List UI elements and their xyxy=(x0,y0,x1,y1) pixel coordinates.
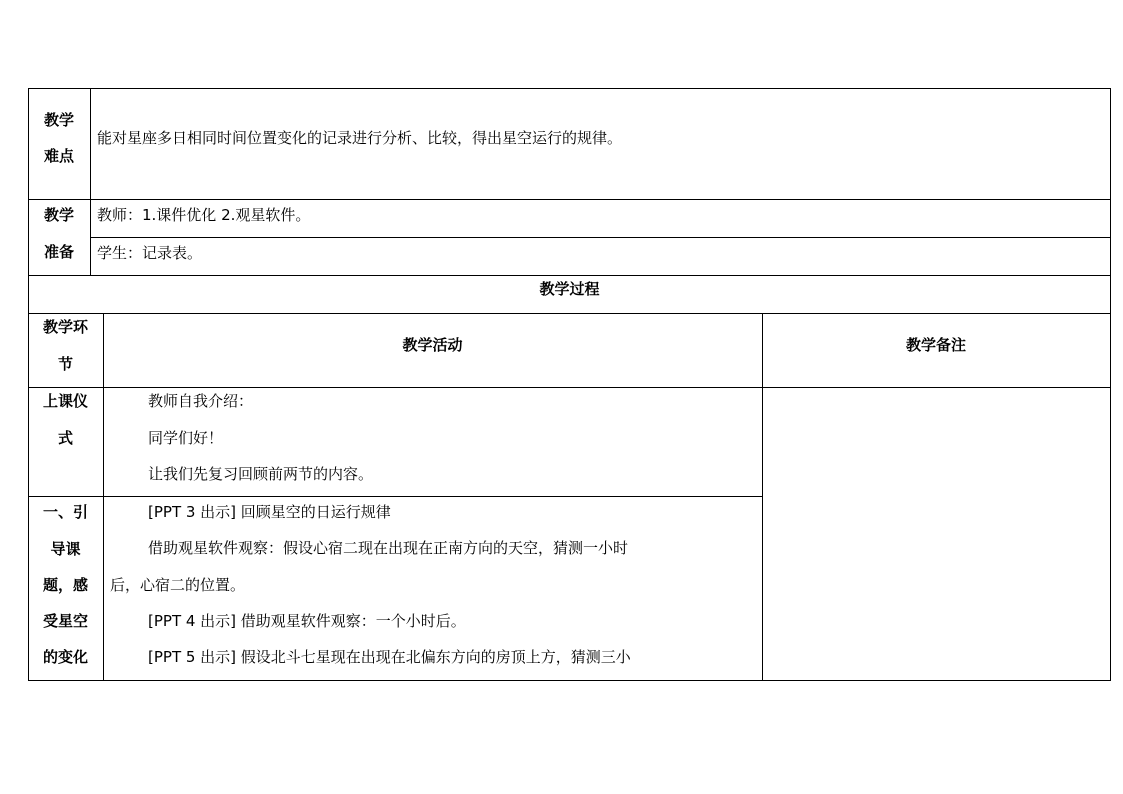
border-stage-col xyxy=(103,313,104,681)
border-row-5 xyxy=(28,496,762,497)
difficulty-label-line1: 教学 xyxy=(43,111,74,129)
border-row-4 xyxy=(28,387,1111,388)
activity-line: 让我们先复习回顾前两节的内容。 xyxy=(148,465,374,483)
activity-line: 教师自我介绍： xyxy=(148,392,254,410)
border-right xyxy=(1110,88,1111,681)
border-row-3 xyxy=(28,313,1111,314)
activity-line: [PPT 4 出示] 借助观星软件观察：一个小时后。 xyxy=(148,612,466,630)
stage-cell-line: 式 xyxy=(57,429,73,447)
difficulty-content: 能对星座多日相同时间位置变化的记录进行分析、比较，得出星空运行的规律。 xyxy=(97,129,623,147)
preparation-student: 学生：记录表。 xyxy=(97,244,203,262)
col-activity-header: 教学活动 xyxy=(402,336,463,354)
stage-cell-line: 题，感 xyxy=(42,576,88,594)
stage-cell-line: 一、引 xyxy=(42,503,88,521)
col-stage-header-line1: 教学环 xyxy=(42,318,88,336)
border-prep-mid xyxy=(90,237,1111,238)
activity-line: [PPT 5 出示] 假设北斗七星现在出现在北偏东方向的房顶上方，猜测三小 xyxy=(148,648,631,666)
border-top xyxy=(28,88,1111,89)
stage-cell-line: 的变化 xyxy=(42,648,88,666)
border-bottom xyxy=(28,680,1111,681)
stage-cell-line: 上课仪 xyxy=(42,392,88,410)
preparation-teacher: 教师：1.课件优化 2.观星软件。 xyxy=(97,206,311,224)
activity-line: 借助观星软件观察：假设心宿二现在出现在正南方向的天空，猜测一小时 xyxy=(148,539,629,557)
preparation-label-line1: 教学 xyxy=(43,206,74,224)
activity-line: 后，心宿二的位置。 xyxy=(110,576,246,594)
col-stage-header-line2: 节 xyxy=(57,355,73,373)
border-row-2 xyxy=(28,275,1111,276)
preparation-label-line2: 准备 xyxy=(43,243,74,261)
border-notes-col xyxy=(762,313,763,681)
col-notes-header: 教学备注 xyxy=(905,336,966,354)
activity-line: 同学们好！ xyxy=(148,429,224,447)
border-label-col xyxy=(90,88,91,275)
difficulty-label-line2: 难点 xyxy=(43,147,74,165)
activity-line: [PPT 3 出示] 回顾星空的日运行规律 xyxy=(148,503,391,521)
process-title: 教学过程 xyxy=(539,280,600,298)
stage-cell-line: 受星空 xyxy=(42,612,88,630)
border-row-1 xyxy=(28,199,1111,200)
stage-cell-line: 导课 xyxy=(50,540,81,558)
